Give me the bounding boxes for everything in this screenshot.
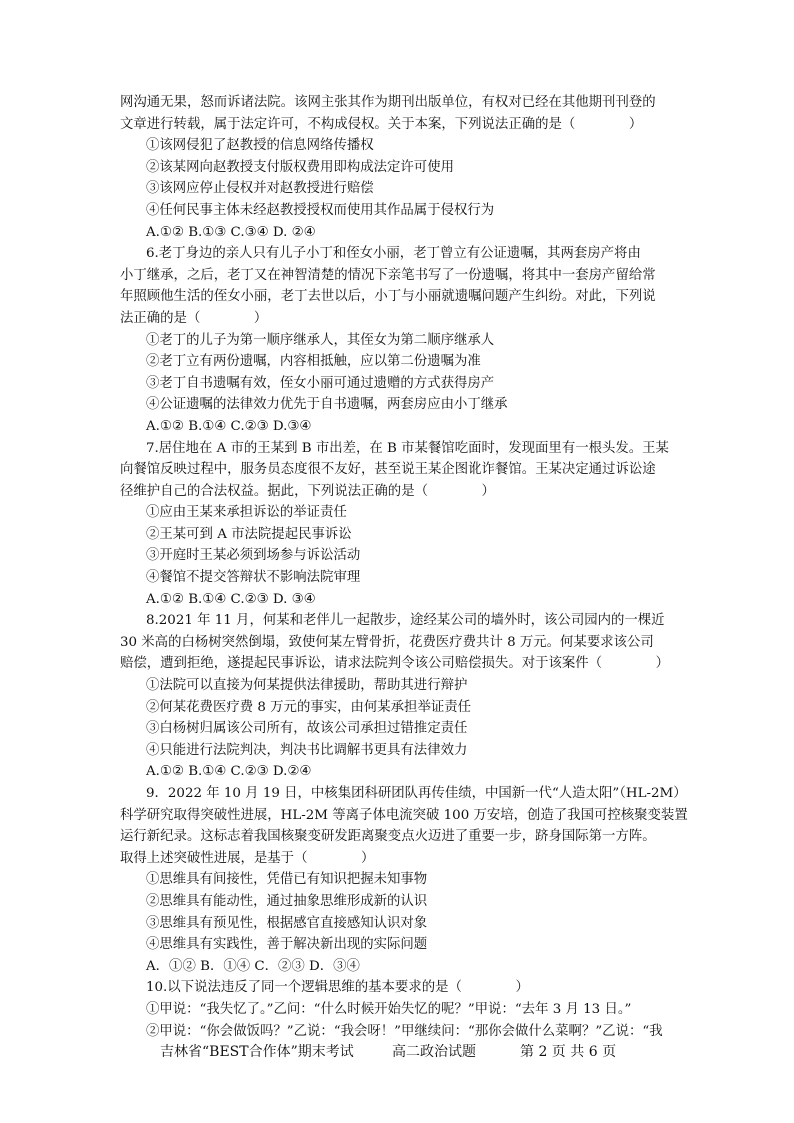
answer-choices: A.①② B.①③ C.③④ D. ②④ xyxy=(146,224,316,240)
text-line: 30 米高的白杨树突然倒塌，致使何某左臂骨折，花费医疗费共计 8 万元。何某要求该公司 xyxy=(120,634,654,650)
option-line: ②甲说：“你会做饭吗？”乙说：“我会呀！”甲继续问：“那你会做什么菜啊？”乙说：“我 xyxy=(146,1023,663,1039)
option-line: ①老丁的儿子为第一顺序继承人，其侄女为第二顺序继承人 xyxy=(146,332,495,348)
option-line: ②思维具有能动性，通过抽象思维形成新的认识 xyxy=(146,893,428,909)
option-line: ①应由王某来承担诉讼的举证责任 xyxy=(146,505,347,521)
text-line: 网沟通无果，怒而诉诸法院。该网主张其作为期刊出版单位，有权对已经在其他期刊刊登的 xyxy=(120,95,656,110)
text-line: 径维护自己的合法权益。据此，下列说法正确的是（ ） xyxy=(120,483,495,499)
text-line: 运行新纪录。这标志着我国核聚变研发距离聚变点火迈进了重要一步，跻身国际第一方阵。 xyxy=(120,829,656,845)
text-line: 科学研究取得突破性进展，HL-2M 等离子体电流突破 100 万安培，创造了我国可控核聚变装置 xyxy=(120,807,688,823)
option-line: ④思维具有实践性，善于解决新出现的实际问题 xyxy=(146,937,428,953)
option-line: ③老丁自书遗嘱有效，侄女小丽可通过遗赠的方式获得房产 xyxy=(146,375,495,391)
answer-choices: A.①② B.①④ C.②③ D.③④ xyxy=(146,418,312,434)
text-line: 取得上述突破性进展，是基于（ ） xyxy=(120,850,375,866)
text-line: 法正确的是（ ） xyxy=(120,310,268,326)
option-line: ②何某花费医疗费 8 万元的事实，由何某承担举证责任 xyxy=(146,699,472,715)
option-line: ②王某可到 A 市法院提起民事诉讼 xyxy=(146,526,352,542)
page-footer xyxy=(160,1041,616,1061)
option-line: ③白杨树归属该公司所有，故该公司承担过错推定责任 xyxy=(146,721,468,737)
option-line: ④任何民事主体未经赵教授授权而使用其作品属于侵权行为 xyxy=(146,202,495,218)
answer-choices: A.①② B.①④ C.②③ D.②④ xyxy=(146,764,312,780)
option-line: ①思维具有间接性，凭借已有知识把握未知事物 xyxy=(146,872,428,888)
option-line: ③开庭时王某必须到场参与诉讼活动 xyxy=(146,548,361,564)
option-line: ④公证遗嘱的法律效力优先于自书遗嘱，两套房应由小丁继承 xyxy=(146,397,508,413)
question-stem: 9．2022 年 10 月 19 日，中核集团科研团队再传佳绩，中国新一代“人造太阳”（HL-2M） xyxy=(146,786,687,801)
footer-page-number: 第 2 页 共 6 页 xyxy=(520,1044,617,1060)
option-line: ③该网应停止侵权并对赵教授进行赔偿 xyxy=(146,181,374,197)
text-line: 小丁继承，之后，老丁又在神智清楚的情况下亲笔书写了一份遗嘱，将其中一套房产留给常 xyxy=(120,267,656,283)
question-stem: 6.老丁身边的亲人只有儿子小丁和侄女小丽，老丁曾立有公证遗嘱，其两套房产将由 xyxy=(146,246,641,262)
option-line: ②老丁立有两份遗嘱，内容相抵触，应以第二份遗嘱为准 xyxy=(146,354,481,370)
question-stem: 8.2021 年 11 月，何某和老伴儿一起散步，途经某公司的墙外时，该公司园内的一棵近 xyxy=(146,613,665,629)
option-line: ④只能进行法院判决，判决书比调解书更具有法律效力 xyxy=(146,742,468,758)
option-line: ①该网侵犯了赵教授的信息网络传播权 xyxy=(146,138,374,154)
text-line: 文章进行转载，属于法定许可，不构成侵权。关于本案，下列说法正确的是（ ） xyxy=(120,116,643,132)
text-line: 向餐馆反映过程中，服务员态度很不友好，甚至说王某企图讹诈餐馆。王某决定通过诉讼途 xyxy=(120,462,656,478)
text-line: 赔偿，遭到拒绝，遂提起民事诉讼，请求法院判令该公司赔偿损失。对于该案件（ ） xyxy=(120,656,670,672)
question-content xyxy=(120,92,688,1042)
footer-subject: 高二政治试题 xyxy=(392,1044,476,1060)
option-line: ①甲说：“我失忆了。”乙问：“什么时候开始失忆的呢？”甲说：“去年 3 月 13 日。” xyxy=(146,1001,632,1017)
text-line: 年照顾他生活的侄女小丽，老丁去世以后，小丁与小丽就遗嘱问题产生纠纷。对此，下列说 xyxy=(120,289,656,305)
option-line: ①法院可以直接为何某提供法律援助，帮助其进行辩护 xyxy=(146,678,468,694)
answer-choices: A.①② B.①④ C.②③ D. ③④ xyxy=(146,591,316,607)
option-line: ④餐馆不提交答辩状不影响法院审理 xyxy=(146,570,361,586)
question-stem: 7.居住地在 A 市的王某到 B 市出差，在 B 市某餐馆吃面时，发现面里有一根头发。王某 xyxy=(146,440,669,456)
footer-exam-name: 吉林省“BEST合作体”期末考试 xyxy=(160,1044,354,1060)
option-line: ③思维具有预见性，根据感官直接感知认识对象 xyxy=(146,915,428,931)
answer-choices: A．①② B．①④ C．②③ D．③④ xyxy=(146,958,360,974)
option-line: ②该某网向赵教授支付版权费用即构成法定许可使用 xyxy=(146,159,454,175)
question-stem: 10.以下说法违反了同一个逻辑思维的基本要求的是（ ） xyxy=(146,980,529,996)
